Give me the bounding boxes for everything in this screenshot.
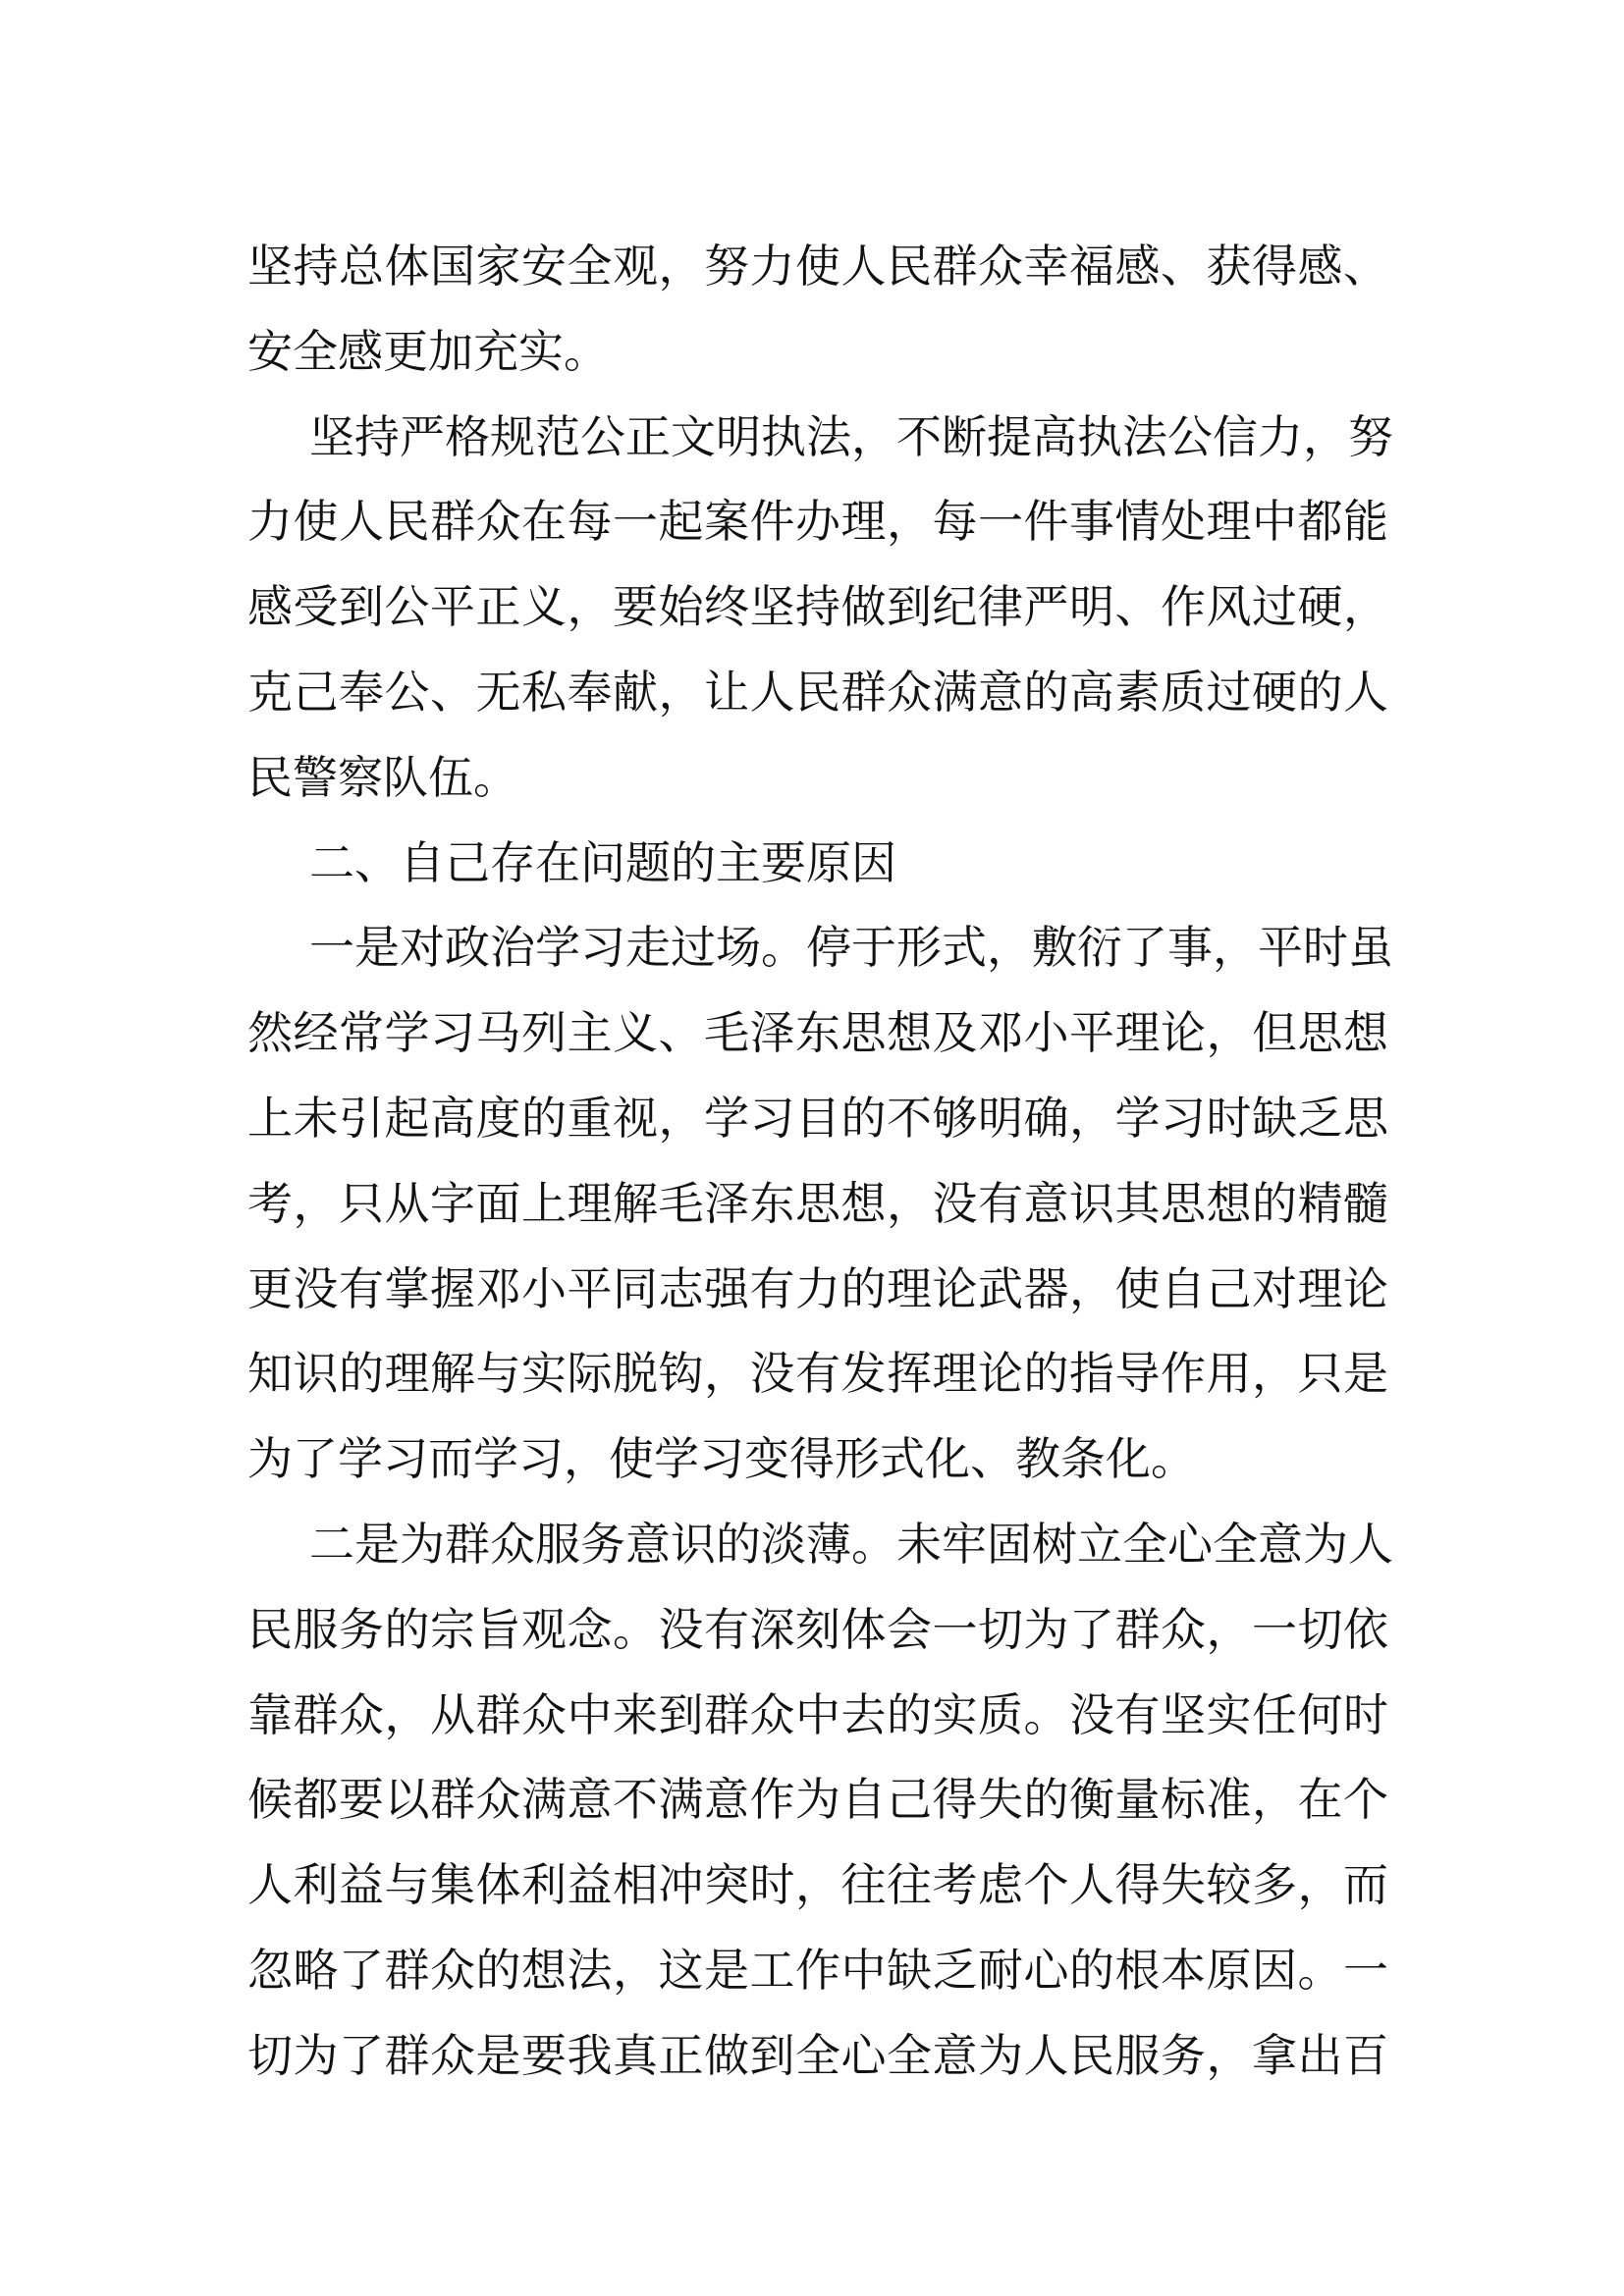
text-line: 力使人民群众在每一起案件办理，每一件事情处理中都能	[247, 495, 1388, 549]
text-line: 坚持严格规范公正文明执法，不断提高执法公信力，努	[309, 409, 1393, 463]
paragraph-law-enforcement	[247, 395, 1393, 821]
text-line: 切为了群众是要我真正做到全心全意为人民服务，拿出百	[247, 2028, 1388, 2082]
text-line: 然经常学习马列主义、毛泽东思想及邓小平理论，但思想	[247, 1006, 1388, 1060]
text-line: 考，只从字面上理解毛泽东思想，没有意识其思想的精髓	[247, 1176, 1388, 1230]
text-line: 二是为群众服务意识的淡薄。未牢固树立全心全意为人	[309, 1517, 1393, 1571]
text-line: 人利益与集体利益相冲突时，往往考虑个人得失较多，而	[247, 1858, 1388, 1912]
text-line: 安全感更加充实。	[247, 324, 609, 378]
document-body	[247, 224, 1393, 2099]
text-line: 民警察队伍。	[247, 750, 518, 804]
text-line: 克己奉公、无私奉献，让人民群众满意的高素质过硬的人	[247, 665, 1388, 719]
paragraph-cause-two	[247, 1502, 1393, 2099]
text-line: 坚持总体国家安全观，努力使人民群众幸福感、获得感、	[247, 240, 1388, 293]
text-line: 民服务的宗旨观念。没有深刻体会一切为了群众，一切依	[247, 1602, 1388, 1656]
paragraph-cause-one	[247, 905, 1393, 1502]
text-line: 知识的理解与实际脱钩，没有发挥理论的指导作用，只是	[247, 1347, 1388, 1401]
text-line: 一是对政治学习走过场。停于形式，敷衍了事，平时虽	[309, 921, 1393, 975]
section-heading	[247, 821, 1388, 906]
text-line: 靠群众，从群众中来到群众中去的实质。没有坚实任何时	[247, 1687, 1388, 1741]
text-line: 忽略了群众的想法，这是工作中缺乏耐心的根本原因。一	[247, 1943, 1388, 1997]
text-line: 上未引起高度的重视，学习目的不够明确，学习时缺乏思	[247, 1091, 1388, 1145]
heading-text: 二、自己存在问题的主要原因	[309, 835, 896, 889]
text-line: 感受到公平正义，要始终坚持做到纪律严明、作风过硬，	[247, 580, 1388, 634]
text-line: 更没有掌握邓小平同志强有力的理论武器，使自己对理论	[247, 1261, 1388, 1315]
text-line: 候都要以群众满意不满意作为自己得失的衡量标准，在个	[247, 1773, 1388, 1827]
text-line: 为了学习而学习，使学习变得形式化、教条化。	[247, 1432, 1196, 1486]
paragraph-security-view	[247, 224, 1388, 395]
